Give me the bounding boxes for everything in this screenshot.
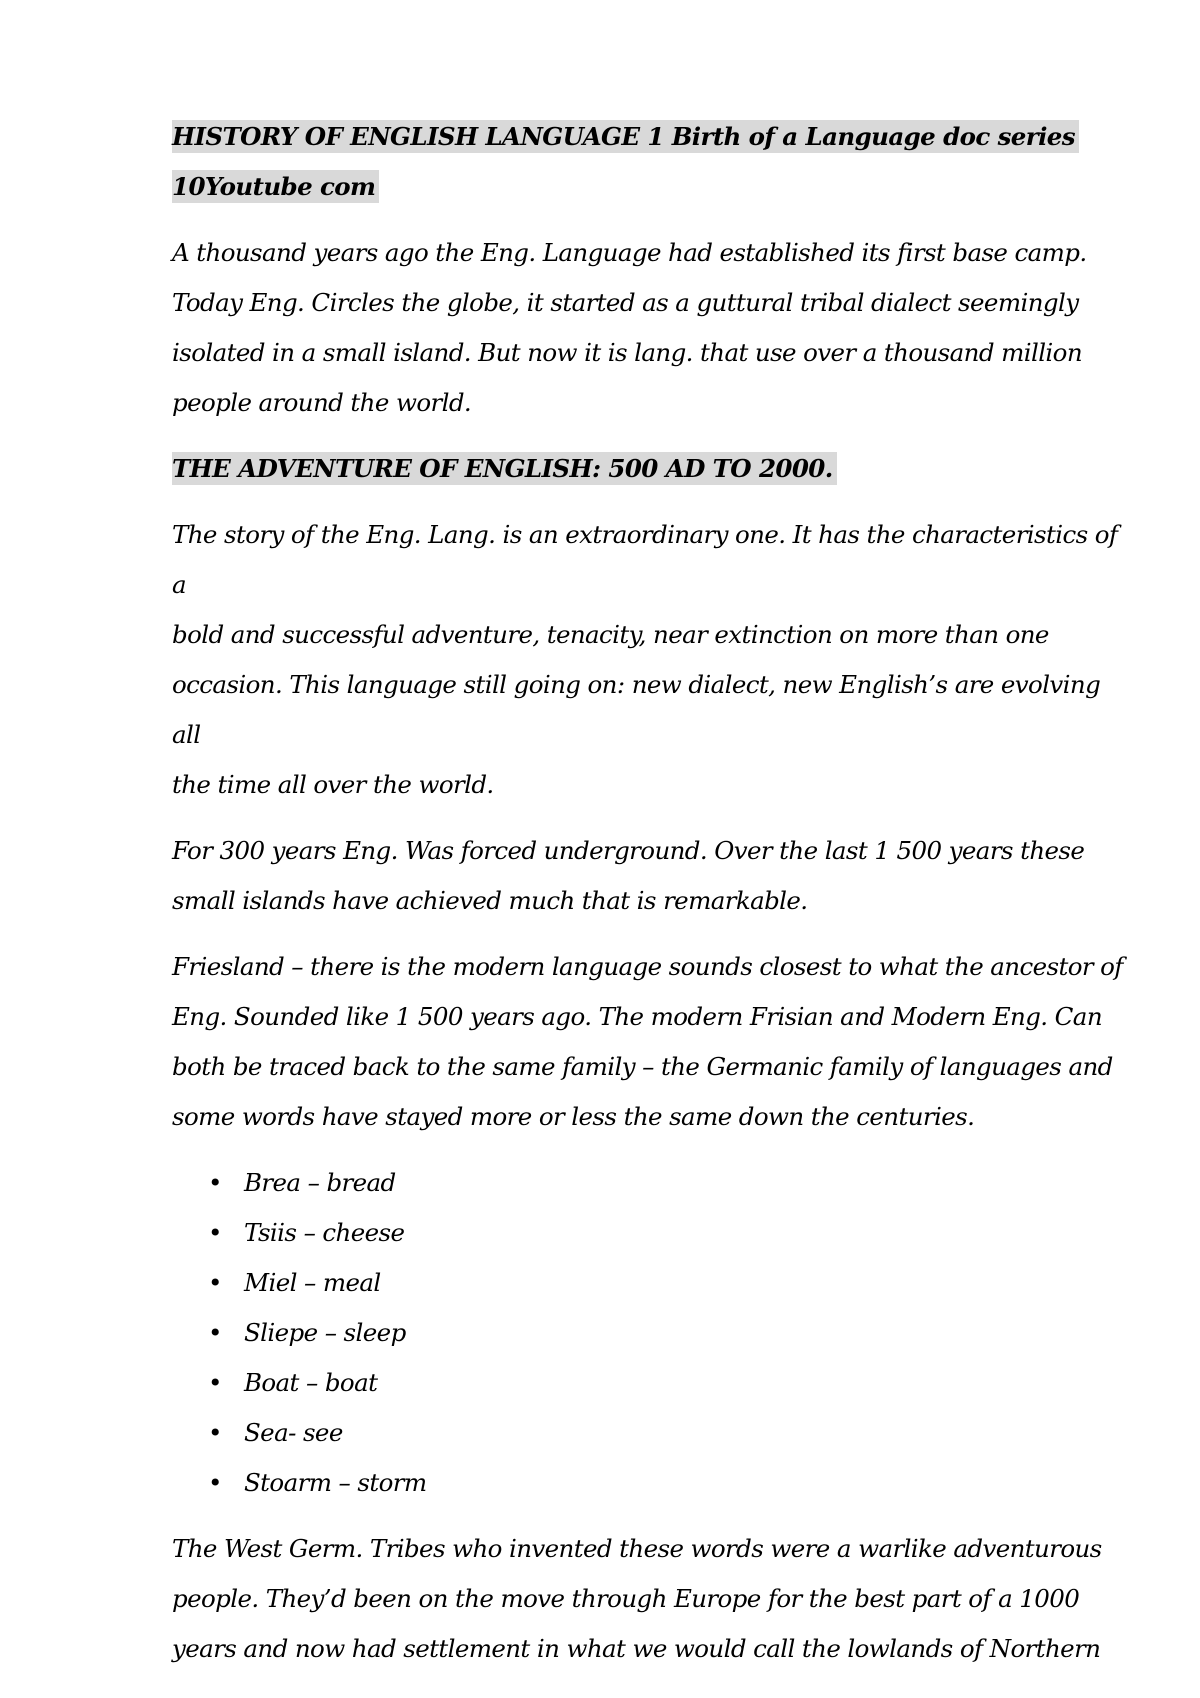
list-item-text: Sea- see <box>244 1418 343 1447</box>
list-item <box>172 1208 1132 1258</box>
text-line: years and now had settlement in what we would call the lowlands of Northern <box>172 1634 1101 1663</box>
text-line: the time all over the world. <box>172 770 494 799</box>
text-line: Today Eng. Circles the globe, it started as a guttural tribal dialect seemingly <box>172 288 1079 317</box>
bullet-icon: • <box>208 1368 222 1397</box>
frisian-word-list <box>172 1158 1132 1508</box>
text-line: For 300 years Eng. Was forced underground. Over the last 1 500 years these <box>172 836 1085 865</box>
title-line-2: 10Youtube com <box>172 170 379 203</box>
text-line: Friesland – there is the modern language sounds closest to what the ancestor of <box>172 952 1123 981</box>
section-heading-text: THE ADVENTURE OF ENGLISH: 500 AD TO 2000. <box>172 452 837 485</box>
bullet-icon: • <box>208 1268 222 1297</box>
story-paragraph <box>172 510 1132 810</box>
bullet-icon: • <box>208 1418 222 1447</box>
text-line: some words have stayed more or less the same down the centuries. <box>172 1102 975 1131</box>
document-title <box>172 112 1132 212</box>
text-line: Eng. Sounded like 1 500 years ago. The modern Frisian and Modern Eng. Can <box>172 1002 1102 1031</box>
bullet-icon: • <box>208 1468 222 1497</box>
west-germanic-paragraph <box>172 1524 1132 1674</box>
list-item <box>172 1408 1132 1458</box>
list-item-text: Boat – boat <box>244 1368 378 1397</box>
list-item <box>172 1308 1132 1358</box>
text-line: small islands have achieved much that is remarkable. <box>172 886 808 915</box>
text-line: A thousand years ago the Eng. Language had established its first base camp. <box>172 238 1087 267</box>
title-line-1: HISTORY OF ENGLISH LANGUAGE 1 Birth of a Language doc series <box>172 120 1079 153</box>
list-item <box>172 1258 1132 1308</box>
document-page <box>172 112 1132 1690</box>
section-heading <box>172 444 1132 494</box>
text-line: isolated in a small island. But now it is lang. that use over a thousand million <box>172 338 1083 367</box>
intro-paragraph <box>172 228 1132 428</box>
friesland-paragraph <box>172 942 1132 1142</box>
list-item-text: Stoarm – storm <box>244 1468 427 1497</box>
list-item-text: Sliepe – sleep <box>244 1318 406 1347</box>
text-line: people. They’d been on the move through Europe for the best part of a 1000 <box>172 1584 1080 1613</box>
text-line: The West Germ. Tribes who invented these words were a warlike adventurous <box>172 1534 1102 1563</box>
bullet-icon: • <box>208 1168 222 1197</box>
text-line: both be traced back to the same family – the Germanic family of languages and <box>172 1052 1113 1081</box>
list-item-text: Brea – bread <box>244 1168 396 1197</box>
text-line: people around the world. <box>172 388 472 417</box>
list-item-text: Tsiis – cheese <box>244 1218 405 1247</box>
text-line: bold and successful adventure, tenacity, near extinction on more than one <box>172 620 1049 649</box>
list-item <box>172 1358 1132 1408</box>
list-item-text: Miel – meal <box>244 1268 381 1297</box>
bullet-icon: • <box>208 1318 222 1347</box>
bullet-icon: • <box>208 1218 222 1247</box>
underground-paragraph <box>172 826 1132 926</box>
text-line: The story of the Eng. Lang. is an extraordinary one. It has the characteristics of a <box>172 520 1118 599</box>
list-item <box>172 1158 1132 1208</box>
text-line: occasion. This language still going on: new dialect, new English’s are evolving all <box>172 670 1101 749</box>
list-item <box>172 1458 1132 1508</box>
